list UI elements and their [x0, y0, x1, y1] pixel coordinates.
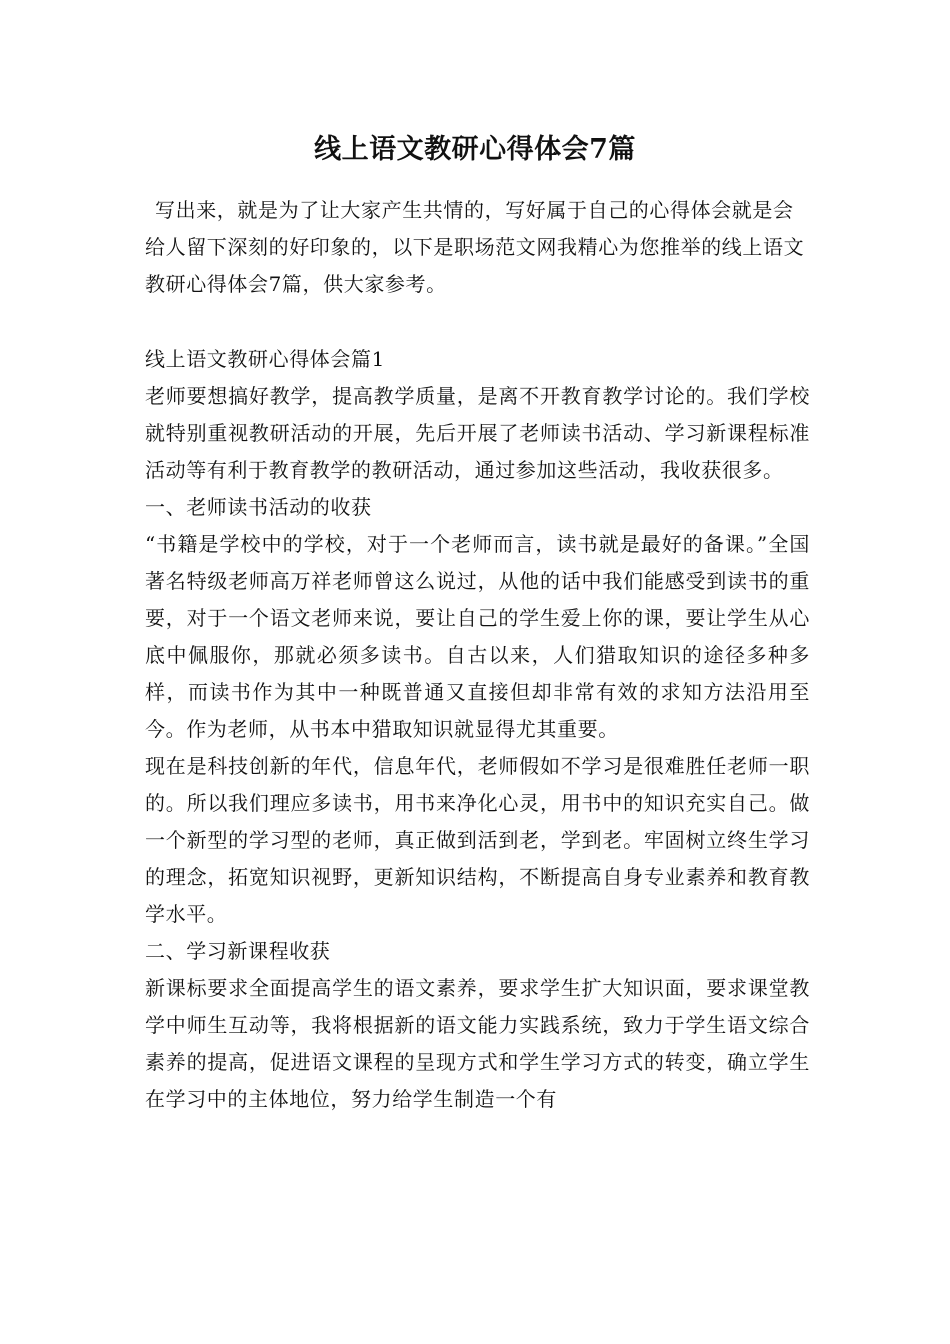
- paragraph-new-curriculum: 新课标要求全面提高学生的语文素养，要求学生扩大知识面，要求课堂教学中师生互动等，我将根据新的语文能力实践系统，致力于学生语文综合素养的提高，促进语文课程的呈现方式和学生学习方式的转变，确立学生在学习中的主体地位，努力给学生制造一个有: [145, 976, 810, 1111]
- intro-paragraph: 写出来，就是为了让大家产生共情的，写好属于自己的心得体会就是会给人留下深刻的好印象的，以下是职场范文网我精心为您推举的线上语文教研心得体会7篇，供大家参考。: [145, 198, 805, 296]
- document-title: 线上语文教研心得体会7篇: [314, 134, 636, 165]
- paragraph-lifelong-learning: 现在是科技创新的年代，信息年代，老师假如不学习是很难胜任老师一职的。所以我们理应多读书，用书来净化心灵，用书中的知识充实自己。做一个新型的学习型的老师，真正做到活到老，学到老。牢固树立终生学习的理念，拓宽知识视野，更新知识结构，不断提高自身专业素养和教育教学水平。: [145, 754, 810, 926]
- paragraph-reading-quote: “书籍是学校中的学校，对于一个老师而言，读书就是最好的备课。”全国著名特级老师高万祥老师曾这么说过，从他的话中我们能感受到读书的重要，对于一个语文老师来说，要让自己的学生爱上你的课，要让学生从心底中佩服你，那就必须多读书。自古以来，人们猎取知识的途径多种多样，而读书作为其中一种既普通又直接但却非常有效的求知方法沿用至今。作为老师，从书本中猎取知识就显得尤其重要。: [145, 532, 810, 741]
- section-heading-new-curriculum: 二、学习新课程收获: [145, 939, 331, 963]
- article-heading: 线上语文教研心得体会篇1: [145, 347, 385, 371]
- paragraph-opening: 老师要想搞好教学，提高教学质量，是离不开教育教学讨论的。我们学校就特别重视教研活动的开展，先后开展了老师读书活动、学习新课程标准活动等有利于教育教学的教研活动，通过参加这些活动，我收获很多。: [145, 384, 810, 482]
- section-heading-reading: 一、老师读书活动的收获: [145, 495, 372, 519]
- article-body: [145, 341, 810, 1118]
